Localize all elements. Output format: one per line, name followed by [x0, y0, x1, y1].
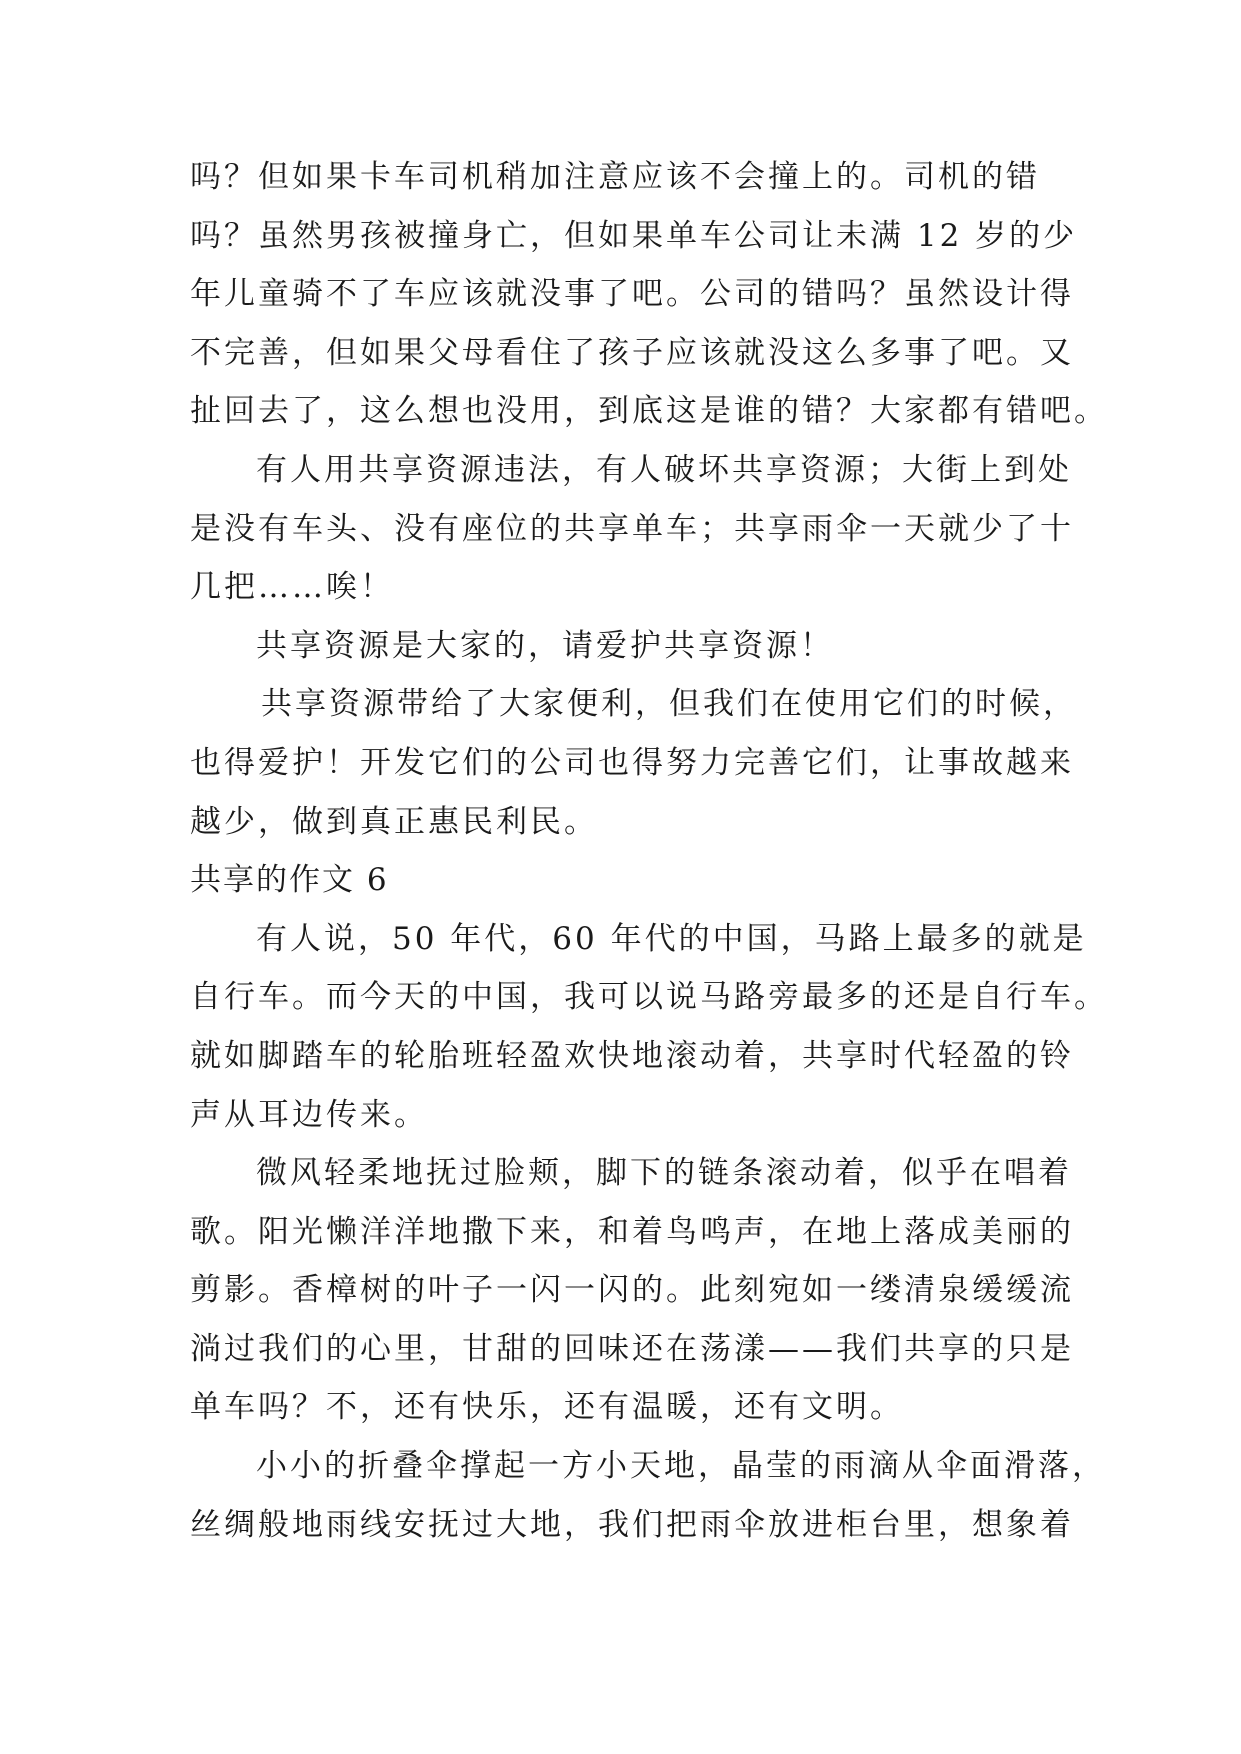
paragraph-first-line: 小小的折叠伞撑起一方小天地，晶莹的雨滴从伞面滑落， [256, 1448, 1106, 1485]
essay-text [190, 148, 1108, 1554]
text-line: 声从耳边传来。 [190, 1096, 428, 1133]
text-line: 就如脚踏车的轮胎班轻盈欢快地滚动着，共享时代轻盈的铃 [190, 1037, 1074, 1074]
text-line: 剪影。香樟树的叶子一闪一闪的。此刻宛如一缕清泉缓缓流 [190, 1272, 1074, 1309]
text-line: 淌过我们的心里，甘甜的回味还在荡漾——我们共享的只是 [190, 1330, 1074, 1367]
text-line: 也得爱护！开发它们的公司也得努力完善它们，让事故越来 [190, 744, 1074, 781]
paragraph-first-line: 有人说，50 年代，60 年代的中国，马路上最多的就是 [256, 920, 1087, 957]
text-line: 自行车。而今天的中国，我可以说马路旁最多的还是自行车。 [190, 979, 1108, 1016]
text-line: 扯回去了，这么想也没用，到底这是谁的错？大家都有错吧。 [190, 393, 1108, 430]
text-line: 是没有车头、没有座位的共享单车；共享雨伞一天就少了十 [190, 510, 1074, 547]
text-line: 单车吗？不，还有快乐，还有温暖，还有文明。 [190, 1389, 904, 1426]
text-line: 年儿童骑不了车应该就没事了吧。公司的错吗？虽然设计得 [190, 276, 1074, 313]
paragraph-first-line: 有人用共享资源违法，有人破坏共享资源；大街上到处 [256, 451, 1072, 488]
text-line: 不完善，但如果父母看住了孩子应该就没这么多事了吧。又 [190, 334, 1074, 371]
text-line: 歌。阳光懒洋洋地撒下来，和着鸟鸣声，在地上落成美丽的 [190, 1213, 1074, 1250]
text-line: 几把……唉！ [190, 569, 394, 606]
paragraph-first-line: 微风轻柔地抚过脸颊，脚下的链条滚动着，似乎在唱着 [256, 1155, 1072, 1192]
paragraph-first-line: 共享资源是大家的，请爱护共享资源！ [256, 627, 834, 664]
text-line: 吗？但如果卡车司机稍加注意应该不会撞上的。司机的错 [190, 159, 1040, 195]
paragraph-first-line: 共享资源带给了大家便利，但我们在使用它们的时候， [261, 686, 1077, 723]
text-line: 丝绸般地雨线安抚过大地，我们把雨伞放进柜台里，想象着 [190, 1506, 1074, 1543]
text-line: 越少，做到真正惠民利民。 [190, 803, 598, 840]
section-heading: 共享的作文 6 [190, 862, 389, 899]
text-line: 吗？虽然男孩被撞身亡，但如果单车公司让未满 12 岁的少 [190, 217, 1078, 254]
